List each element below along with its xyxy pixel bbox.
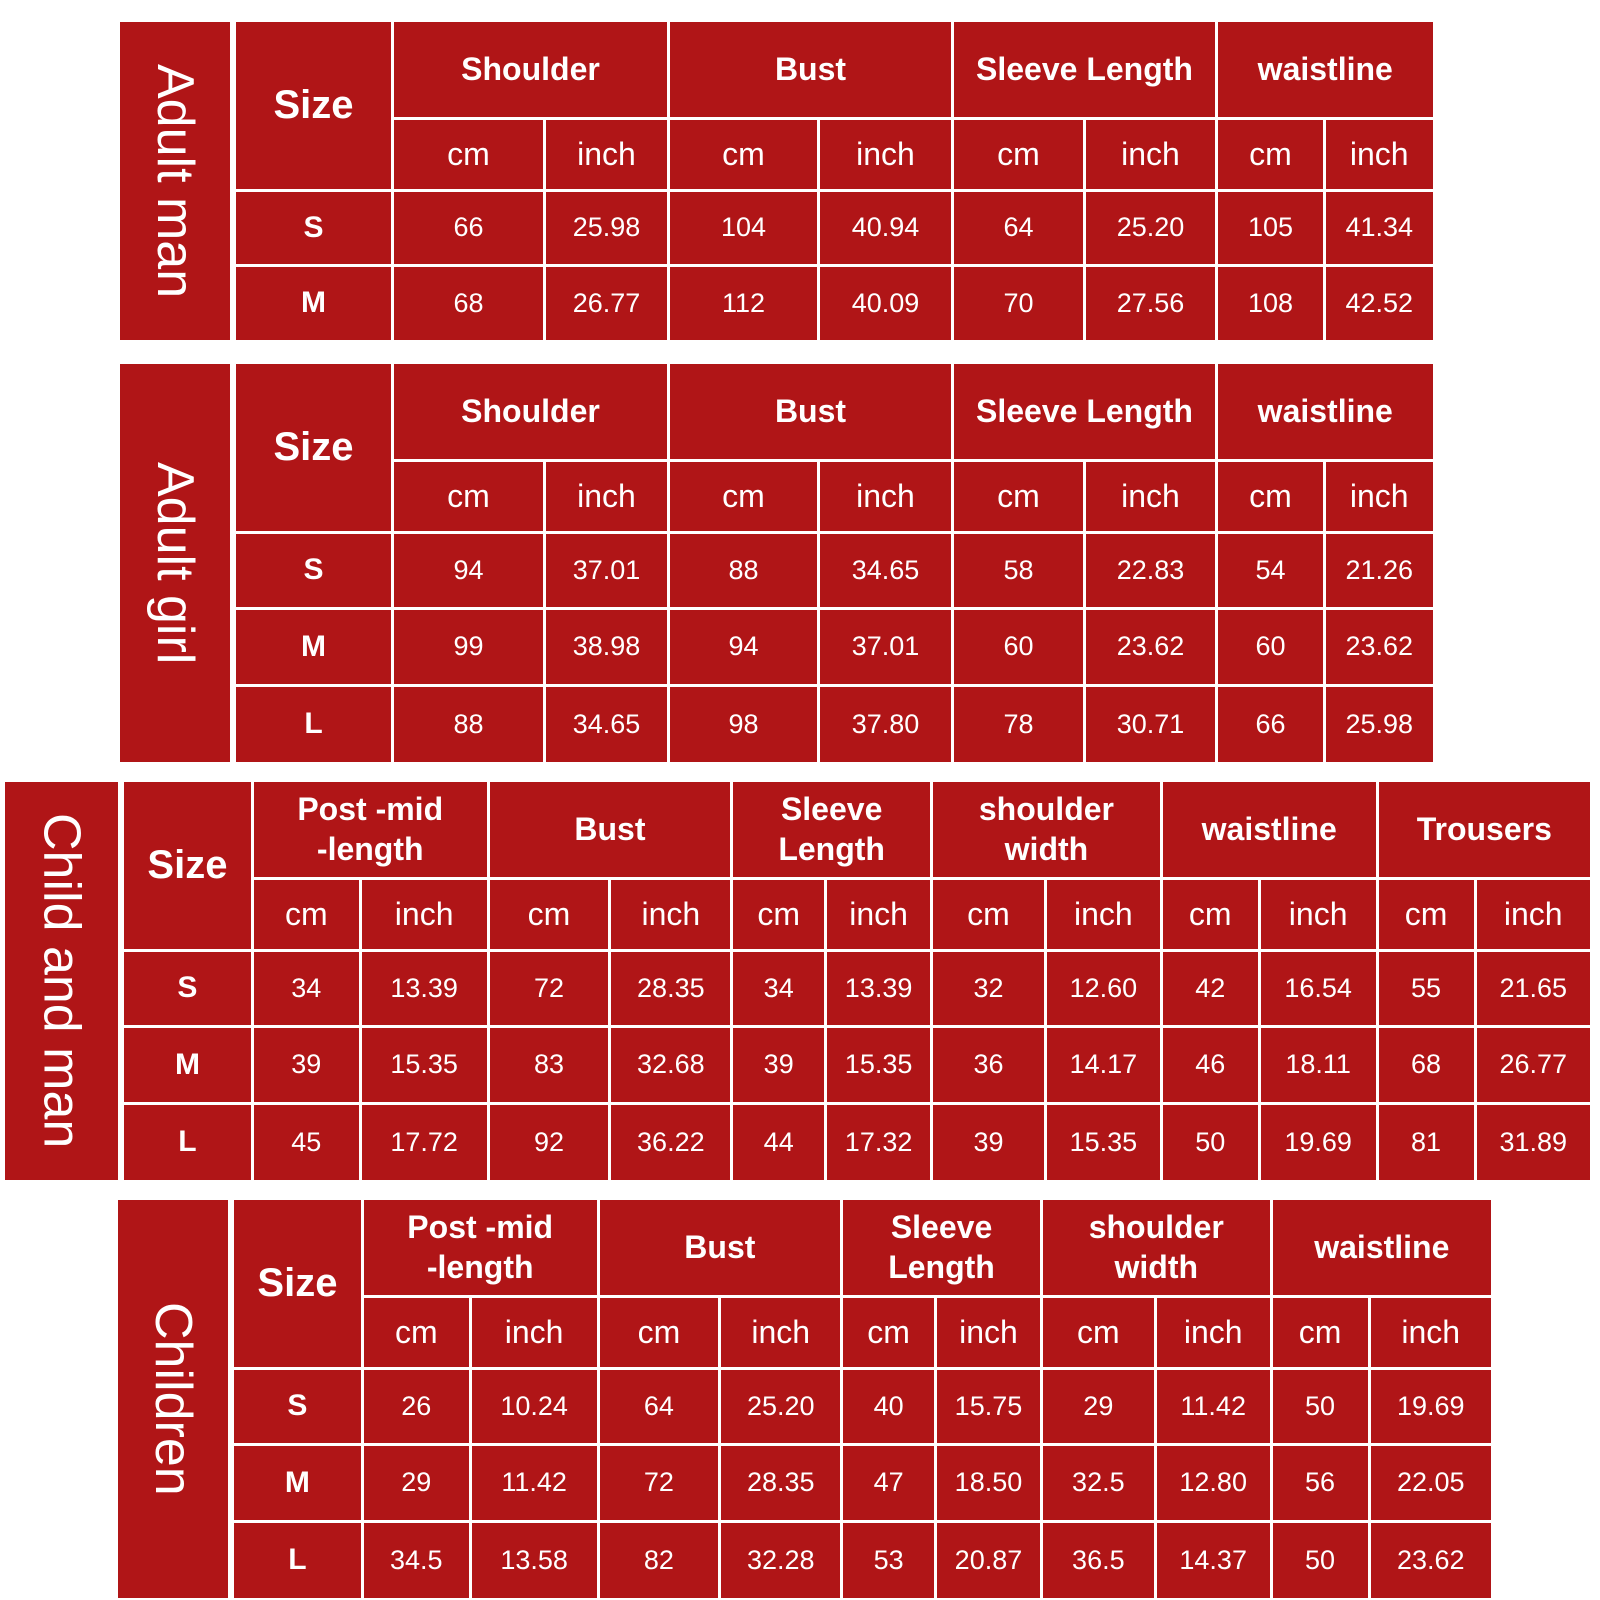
row-size-label: S bbox=[235, 532, 393, 608]
table-row bbox=[123, 1103, 1591, 1180]
cell-value: 19.69 bbox=[1259, 1103, 1377, 1180]
cell-value: 82 bbox=[598, 1521, 720, 1598]
cell-value: 70 bbox=[953, 265, 1085, 340]
cell-value: 15.35 bbox=[360, 1026, 488, 1103]
unit-cm: cm bbox=[1271, 1296, 1369, 1368]
cell-value: 32.28 bbox=[720, 1521, 842, 1598]
cell-value: 17.72 bbox=[360, 1103, 488, 1180]
cell-value: 13.58 bbox=[470, 1521, 598, 1598]
group-header-line: Post -mid -length bbox=[297, 791, 444, 868]
table-row bbox=[235, 685, 1433, 762]
size-table-children bbox=[118, 1200, 1491, 1598]
cell-value: 68 bbox=[393, 265, 545, 340]
row-size-label: S bbox=[235, 190, 393, 265]
group-header-post-mid-length bbox=[362, 1200, 598, 1296]
unit-inch: inch bbox=[1085, 118, 1217, 190]
unit-inch: inch bbox=[1085, 460, 1217, 532]
group-header-bust: Bust bbox=[669, 364, 953, 460]
size-header: Size bbox=[235, 22, 393, 190]
cell-value: 53 bbox=[842, 1521, 936, 1598]
cell-value: 34.5 bbox=[362, 1521, 470, 1598]
table-row bbox=[233, 1521, 1492, 1598]
group-header-line: shoulder width bbox=[978, 791, 1114, 868]
table-row bbox=[233, 1368, 1492, 1444]
cell-value: 36.22 bbox=[610, 1103, 732, 1180]
table-label bbox=[120, 364, 230, 762]
unit-cm: cm bbox=[252, 878, 360, 950]
cell-value: 112 bbox=[669, 265, 819, 340]
cell-value: 58 bbox=[953, 532, 1085, 608]
cell-value: 32.5 bbox=[1041, 1444, 1155, 1521]
cell-value: 45 bbox=[252, 1103, 360, 1180]
cell-value: 39 bbox=[252, 1026, 360, 1103]
cell-value: 28.35 bbox=[720, 1444, 842, 1521]
group-header-shoulder: Shoulder bbox=[393, 22, 669, 118]
cell-value: 26.77 bbox=[1475, 1026, 1590, 1103]
cell-value: 34.65 bbox=[819, 532, 953, 608]
cell-value: 36 bbox=[932, 1026, 1046, 1103]
cell-value: 42.52 bbox=[1325, 265, 1433, 340]
unit-cm: cm bbox=[1161, 878, 1259, 950]
cell-value: 94 bbox=[393, 532, 545, 608]
unit-inch: inch bbox=[826, 878, 932, 950]
cell-value: 23.62 bbox=[1369, 1521, 1491, 1598]
row-size-label: M bbox=[235, 265, 393, 340]
unit-inch: inch bbox=[819, 460, 953, 532]
cell-value: 98 bbox=[669, 685, 819, 762]
cell-value: 46 bbox=[1161, 1026, 1259, 1103]
group-header-sleeve-length bbox=[842, 1200, 1042, 1296]
cell-value: 40.94 bbox=[819, 190, 953, 265]
cell-value: 66 bbox=[393, 190, 545, 265]
unit-inch: inch bbox=[1325, 118, 1433, 190]
row-size-label: M bbox=[235, 608, 393, 685]
cell-value: 60 bbox=[953, 608, 1085, 685]
table-row bbox=[233, 1444, 1492, 1521]
cell-value: 25.20 bbox=[720, 1368, 842, 1444]
unit-cm: cm bbox=[953, 118, 1085, 190]
size-grid bbox=[233, 364, 1433, 762]
cell-value: 54 bbox=[1217, 532, 1325, 608]
cell-value: 36.5 bbox=[1041, 1521, 1155, 1598]
cell-value: 32.68 bbox=[610, 1026, 732, 1103]
cell-value: 40 bbox=[842, 1368, 936, 1444]
row-size-label: S bbox=[233, 1368, 363, 1444]
cell-value: 13.39 bbox=[826, 950, 932, 1026]
cell-value: 15.35 bbox=[1045, 1103, 1161, 1180]
cell-value: 25.98 bbox=[1325, 685, 1433, 762]
size-grid bbox=[231, 1200, 1491, 1598]
unit-cm: cm bbox=[1041, 1296, 1155, 1368]
cell-value: 28.35 bbox=[610, 950, 732, 1026]
unit-cm: cm bbox=[393, 118, 545, 190]
table-label bbox=[118, 1200, 228, 1598]
cell-value: 12.80 bbox=[1155, 1444, 1271, 1521]
cell-value: 31.89 bbox=[1475, 1103, 1590, 1180]
group-header-bust: Bust bbox=[598, 1200, 842, 1296]
cell-value: 12.60 bbox=[1045, 950, 1161, 1026]
cell-value: 25.20 bbox=[1085, 190, 1217, 265]
size-grid bbox=[121, 782, 1590, 1180]
unit-inch: inch bbox=[360, 878, 488, 950]
cell-value: 34 bbox=[732, 950, 826, 1026]
cell-value: 47 bbox=[842, 1444, 936, 1521]
table-row bbox=[123, 950, 1591, 1026]
unit-inch: inch bbox=[545, 460, 669, 532]
cell-value: 72 bbox=[488, 950, 610, 1026]
table-row bbox=[235, 190, 1433, 265]
cell-value: 11.42 bbox=[1155, 1368, 1271, 1444]
cell-value: 26.77 bbox=[545, 265, 669, 340]
cell-value: 32 bbox=[932, 950, 1046, 1026]
group-header-waistline: waistline bbox=[1271, 1200, 1491, 1296]
cell-value: 39 bbox=[732, 1026, 826, 1103]
cell-value: 99 bbox=[393, 608, 545, 685]
cell-value: 10.24 bbox=[470, 1368, 598, 1444]
size-table-child-and-man bbox=[5, 782, 1590, 1180]
cell-value: 72 bbox=[598, 1444, 720, 1521]
cell-value: 50 bbox=[1271, 1521, 1369, 1598]
row-size-label: M bbox=[123, 1026, 253, 1103]
cell-value: 88 bbox=[393, 685, 545, 762]
group-header-shoulder-width bbox=[932, 782, 1162, 878]
table-label-text: Adult man bbox=[146, 63, 204, 299]
unit-inch: inch bbox=[1325, 460, 1433, 532]
cell-value: 18.50 bbox=[936, 1444, 1042, 1521]
cell-value: 18.11 bbox=[1259, 1026, 1377, 1103]
unit-inch: inch bbox=[1045, 878, 1161, 950]
unit-inch: inch bbox=[545, 118, 669, 190]
cell-value: 94 bbox=[669, 608, 819, 685]
table-label bbox=[120, 22, 230, 340]
cell-value: 37.01 bbox=[819, 608, 953, 685]
cell-value: 14.37 bbox=[1155, 1521, 1271, 1598]
size-header: Size bbox=[235, 364, 393, 532]
cell-value: 30.71 bbox=[1085, 685, 1217, 762]
unit-cm: cm bbox=[1377, 878, 1475, 950]
cell-value: 81 bbox=[1377, 1103, 1475, 1180]
group-header-line: shoulder width bbox=[1088, 1209, 1224, 1286]
cell-value: 27.56 bbox=[1085, 265, 1217, 340]
unit-cm: cm bbox=[488, 878, 610, 950]
cell-value: 40.09 bbox=[819, 265, 953, 340]
group-header-line: Sleeve Length bbox=[888, 1209, 995, 1286]
unit-cm: cm bbox=[669, 118, 819, 190]
cell-value: 17.32 bbox=[826, 1103, 932, 1180]
unit-inch: inch bbox=[936, 1296, 1042, 1368]
unit-inch: inch bbox=[720, 1296, 842, 1368]
unit-inch: inch bbox=[610, 878, 732, 950]
unit-cm: cm bbox=[732, 878, 826, 950]
size-table-adult-girl bbox=[120, 364, 1450, 762]
unit-inch: inch bbox=[1475, 878, 1590, 950]
cell-value: 55 bbox=[1377, 950, 1475, 1026]
cell-value: 13.39 bbox=[360, 950, 488, 1026]
unit-cm: cm bbox=[598, 1296, 720, 1368]
cell-value: 105 bbox=[1217, 190, 1325, 265]
cell-value: 88 bbox=[669, 532, 819, 608]
table-row bbox=[235, 532, 1433, 608]
cell-value: 66 bbox=[1217, 685, 1325, 762]
row-size-label: L bbox=[123, 1103, 253, 1180]
cell-value: 38.98 bbox=[545, 608, 669, 685]
group-header-trousers: Trousers bbox=[1377, 782, 1590, 878]
size-grid bbox=[233, 22, 1433, 340]
cell-value: 50 bbox=[1271, 1368, 1369, 1444]
cell-value: 104 bbox=[669, 190, 819, 265]
cell-value: 19.69 bbox=[1369, 1368, 1491, 1444]
cell-value: 29 bbox=[362, 1444, 470, 1521]
cell-value: 37.80 bbox=[819, 685, 953, 762]
cell-value: 37.01 bbox=[545, 532, 669, 608]
group-header-waistline: waistline bbox=[1161, 782, 1377, 878]
cell-value: 108 bbox=[1217, 265, 1325, 340]
group-header-sleeve-length: Sleeve Length bbox=[953, 364, 1217, 460]
group-header-line: Sleeve Length bbox=[778, 791, 885, 868]
cell-value: 44 bbox=[732, 1103, 826, 1180]
unit-cm: cm bbox=[953, 460, 1085, 532]
unit-inch: inch bbox=[1259, 878, 1377, 950]
cell-value: 11.42 bbox=[470, 1444, 598, 1521]
unit-cm: cm bbox=[362, 1296, 470, 1368]
unit-cm: cm bbox=[393, 460, 545, 532]
table-row bbox=[123, 1026, 1591, 1103]
cell-value: 23.62 bbox=[1085, 608, 1217, 685]
cell-value: 39 bbox=[932, 1103, 1046, 1180]
unit-inch: inch bbox=[1369, 1296, 1491, 1368]
cell-value: 23.62 bbox=[1325, 608, 1433, 685]
group-header-sleeve-length bbox=[732, 782, 932, 878]
cell-value: 22.05 bbox=[1369, 1444, 1491, 1521]
unit-cm: cm bbox=[842, 1296, 936, 1368]
cell-value: 64 bbox=[953, 190, 1085, 265]
group-header-bust: Bust bbox=[488, 782, 732, 878]
size-header: Size bbox=[233, 1200, 363, 1368]
cell-value: 25.98 bbox=[545, 190, 669, 265]
cell-value: 64 bbox=[598, 1368, 720, 1444]
size-table-adult-man bbox=[120, 22, 1450, 340]
table-row bbox=[235, 265, 1433, 340]
unit-cm: cm bbox=[932, 878, 1046, 950]
size-header: Size bbox=[123, 782, 253, 950]
table-label bbox=[5, 782, 118, 1180]
group-header-shoulder-width bbox=[1041, 1200, 1271, 1296]
cell-value: 78 bbox=[953, 685, 1085, 762]
row-size-label: S bbox=[123, 950, 253, 1026]
group-header-post-mid-length bbox=[252, 782, 488, 878]
cell-value: 83 bbox=[488, 1026, 610, 1103]
cell-value: 34.65 bbox=[545, 685, 669, 762]
group-header-waistline: waistline bbox=[1217, 22, 1433, 118]
cell-value: 21.65 bbox=[1475, 950, 1590, 1026]
cell-value: 60 bbox=[1217, 608, 1325, 685]
group-header-sleeve-length: Sleeve Length bbox=[953, 22, 1217, 118]
cell-value: 92 bbox=[488, 1103, 610, 1180]
cell-value: 50 bbox=[1161, 1103, 1259, 1180]
group-header-bust: Bust bbox=[669, 22, 953, 118]
cell-value: 29 bbox=[1041, 1368, 1155, 1444]
cell-value: 34 bbox=[252, 950, 360, 1026]
group-header-waistline: waistline bbox=[1217, 364, 1433, 460]
cell-value: 21.26 bbox=[1325, 532, 1433, 608]
unit-cm: cm bbox=[669, 460, 819, 532]
cell-value: 41.34 bbox=[1325, 190, 1433, 265]
table-label-text: Children bbox=[144, 1302, 202, 1496]
cell-value: 14.17 bbox=[1045, 1026, 1161, 1103]
unit-cm: cm bbox=[1217, 460, 1325, 532]
table-label-text: Adult girl bbox=[146, 461, 204, 665]
table-row bbox=[235, 608, 1433, 685]
unit-inch: inch bbox=[1155, 1296, 1271, 1368]
cell-value: 26 bbox=[362, 1368, 470, 1444]
unit-cm: cm bbox=[1217, 118, 1325, 190]
row-size-label: M bbox=[233, 1444, 363, 1521]
unit-inch: inch bbox=[819, 118, 953, 190]
cell-value: 68 bbox=[1377, 1026, 1475, 1103]
unit-inch: inch bbox=[470, 1296, 598, 1368]
group-header-shoulder: Shoulder bbox=[393, 364, 669, 460]
cell-value: 15.35 bbox=[826, 1026, 932, 1103]
row-size-label: L bbox=[233, 1521, 363, 1598]
cell-value: 22.83 bbox=[1085, 532, 1217, 608]
table-label-text: Child and man bbox=[32, 813, 91, 1149]
cell-value: 42 bbox=[1161, 950, 1259, 1026]
row-size-label: L bbox=[235, 685, 393, 762]
cell-value: 20.87 bbox=[936, 1521, 1042, 1598]
cell-value: 15.75 bbox=[936, 1368, 1042, 1444]
group-header-line: Post -mid -length bbox=[407, 1209, 554, 1286]
cell-value: 16.54 bbox=[1259, 950, 1377, 1026]
cell-value: 56 bbox=[1271, 1444, 1369, 1521]
